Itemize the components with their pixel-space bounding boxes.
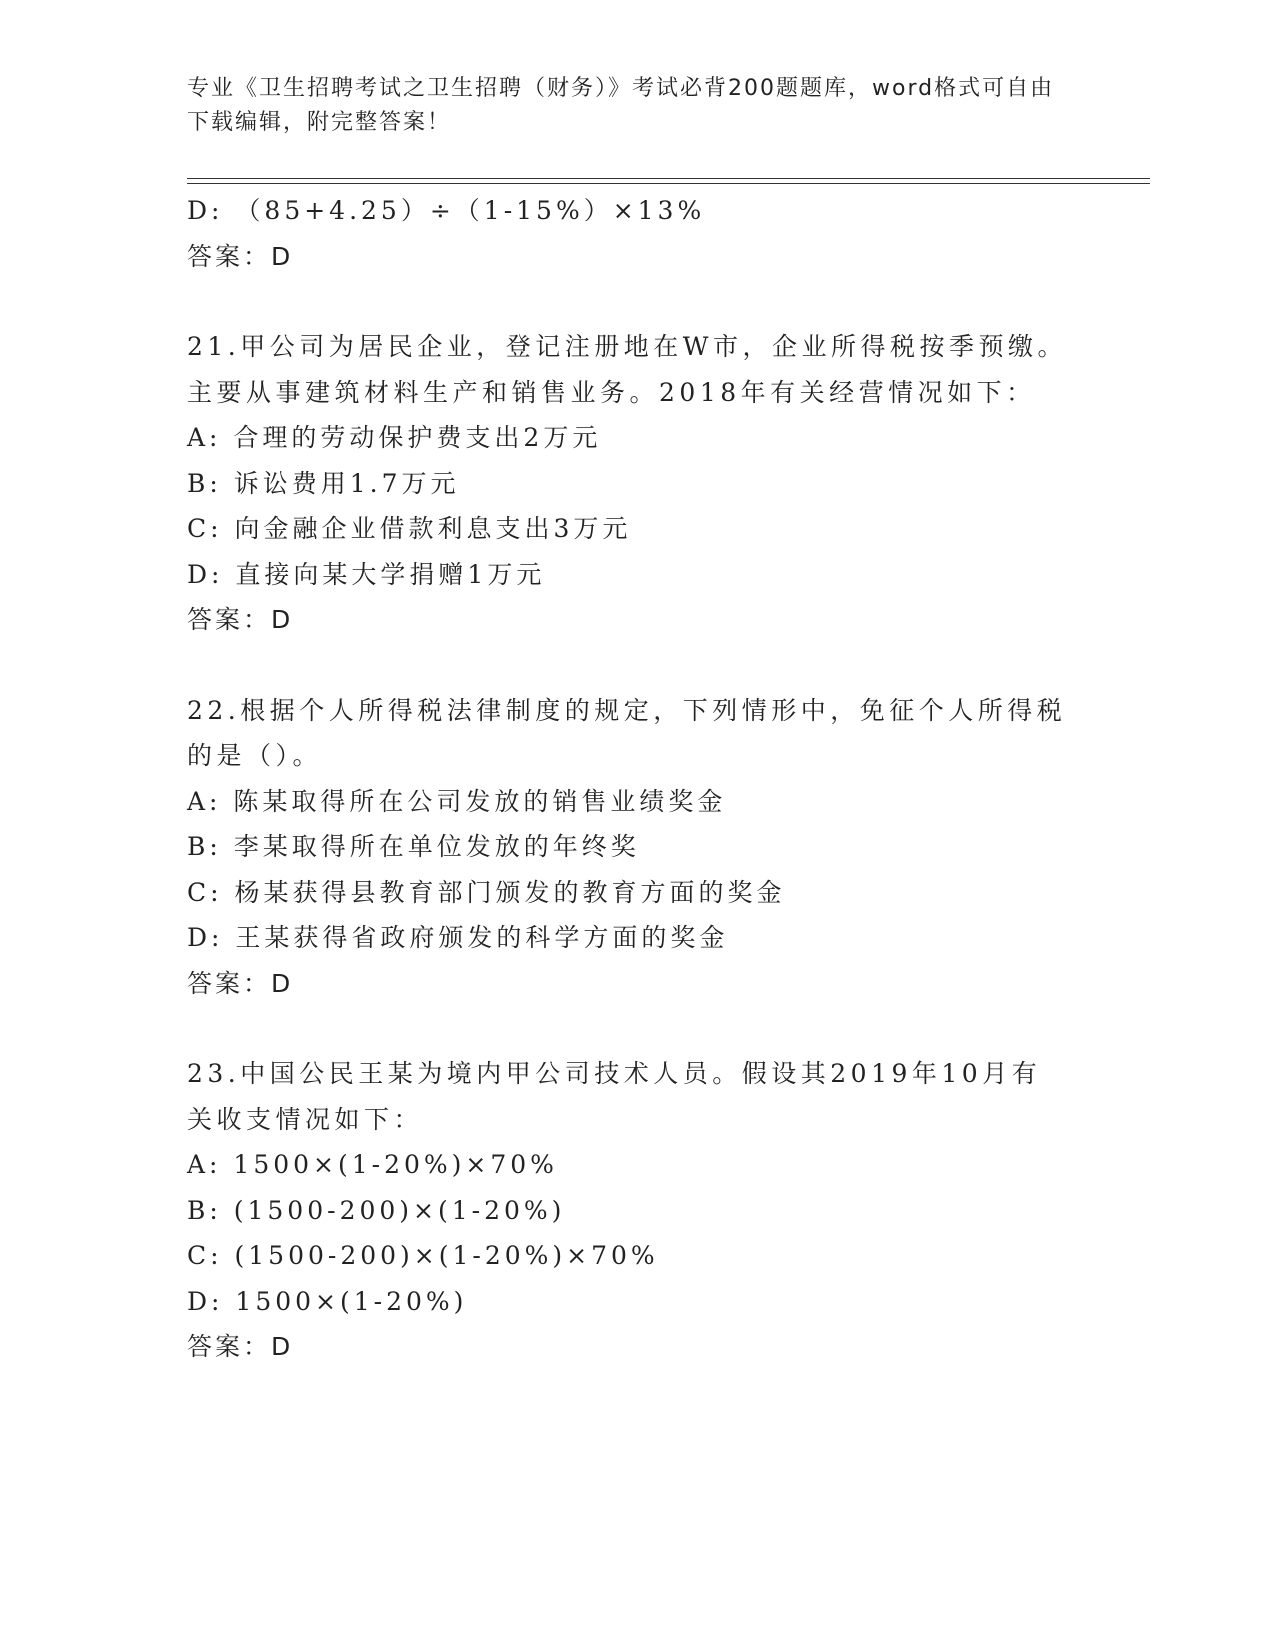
option-b: B: 诉讼费用1.7万元	[187, 468, 460, 498]
question-22	[187, 688, 1067, 1007]
spacer	[187, 1006, 1067, 1051]
header-divider-top	[187, 178, 1150, 179]
header-divider-bottom	[187, 183, 1150, 184]
question-21	[187, 324, 1067, 643]
question-stem: 22.根据个人所得税法律制度的规定，下列情形中，免征个人所得税的是（）。	[187, 695, 1067, 770]
option-b: B: 李某取得所在单位发放的年终奖	[187, 832, 640, 861]
answer-label: 答案：D	[187, 605, 294, 634]
option-c: C: 向金融企业借款利息支出3万元	[187, 514, 632, 543]
question-stem: 21.甲公司为居民企业，登记注册地在W市，企业所得税按季预缴。主要从事建筑材料生产和销售业务。2018年有关经营情况如下：	[187, 332, 1067, 407]
option-a: A: 陈某取得所在公司发放的销售业绩奖金	[187, 786, 727, 816]
answer-label: 答案：D	[187, 968, 294, 998]
option-b: B: (1500-200)×(1-20%)	[187, 1195, 566, 1225]
spacer	[187, 279, 1067, 324]
answer-label: 答案：D	[187, 241, 294, 271]
option-d: D: 直接向某大学捐赠1万元	[187, 559, 546, 589]
option-d: D: 王某获得省政府颁发的科学方面的奖金	[187, 923, 729, 952]
question-20-continued	[187, 188, 1067, 279]
question-23	[187, 1051, 1067, 1370]
option-a: A: 1500×(1-20%)×70%	[187, 1150, 558, 1179]
question-stem: 23.中国公民王某为境内甲公司技术人员。假设其2019年10月有关收支情况如下：	[187, 1059, 1042, 1134]
questions-content	[187, 188, 1067, 1370]
document-header: 专业《卫生招聘考试之卫生招聘（财务）》考试必背200题题库，word格式可自由下载编辑，附完整答案！	[187, 76, 1055, 135]
option-c: C: (1500-200)×(1-20%)×70%	[187, 1241, 659, 1270]
answer-label: 答案：D	[187, 1332, 294, 1361]
option-a: A: 合理的劳动保护费支出2万元	[187, 423, 602, 452]
option-d: D: （85+4.25）÷（1-15%）×13%	[187, 196, 706, 225]
option-d: D: 1500×(1-20%)	[187, 1286, 468, 1316]
spacer	[187, 643, 1067, 688]
option-c: C: 杨某获得县教育部门颁发的教育方面的奖金	[187, 877, 786, 907]
